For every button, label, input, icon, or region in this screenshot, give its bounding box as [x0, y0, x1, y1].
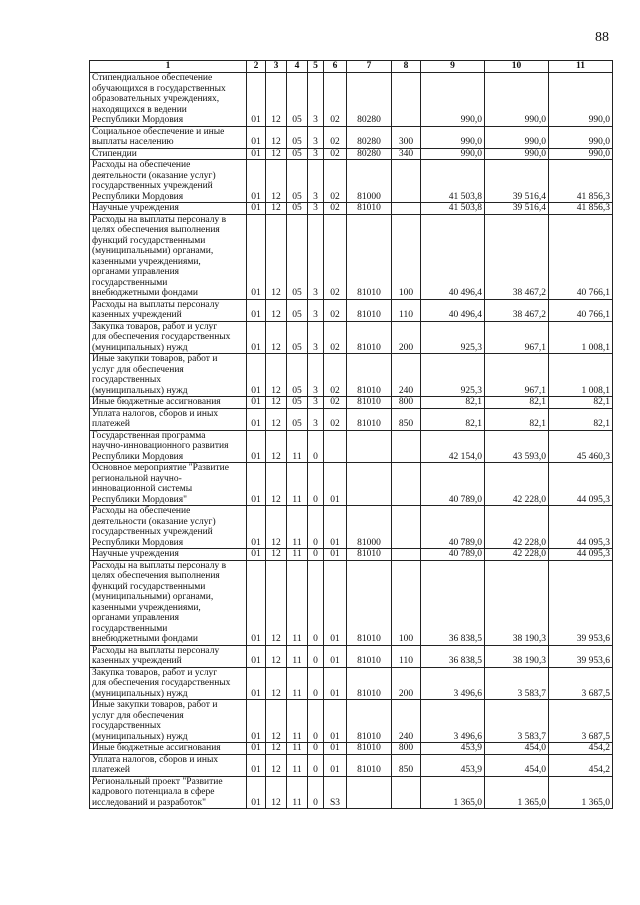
code-col-6: 01 — [324, 754, 347, 776]
code-col-3: 12 — [266, 700, 287, 743]
code-col-4: 05 — [287, 73, 308, 127]
amount-col-10: 1 365,0 — [485, 776, 549, 809]
amount-col-10: 39 516,4 — [485, 160, 549, 203]
code-col-6: 01 — [324, 506, 347, 549]
code-col-6: 02 — [324, 148, 347, 160]
amount-col-10: 38 190,3 — [485, 645, 549, 667]
code-col-2: 01 — [247, 430, 266, 463]
table-row — [90, 667, 613, 700]
item-name: Стипендиальное обеспечение обучающихся в государственных образовательных учреждениях, находящихся в ведении Республики Мордовия — [90, 73, 247, 127]
code-col-5: 3 — [308, 214, 324, 299]
item-name: Расходы на выплаты персоналу казенных учреждений — [90, 299, 247, 321]
column-header: 10 — [485, 61, 549, 73]
code-col-3: 12 — [266, 408, 287, 430]
amount-col-9: 990,0 — [421, 73, 485, 127]
table-row — [90, 506, 613, 549]
code-col-4: 05 — [287, 408, 308, 430]
amount-col-10: 3 583,7 — [485, 667, 549, 700]
amount-col-11: 41 856,3 — [549, 203, 613, 215]
code-col-5: 3 — [308, 73, 324, 127]
amount-col-11: 1 365,0 — [549, 776, 613, 809]
code-col-6: 02 — [324, 214, 347, 299]
code-col-2: 01 — [247, 560, 266, 645]
code-col-8 — [392, 160, 421, 203]
code-col-6: 02 — [324, 408, 347, 430]
page-number: 88 — [595, 30, 609, 45]
code-col-5: 0 — [308, 776, 324, 809]
code-col-5: 0 — [308, 667, 324, 700]
code-col-2: 01 — [247, 354, 266, 397]
amount-col-9: 925,3 — [421, 321, 485, 354]
code-col-5: 0 — [308, 463, 324, 506]
table-row — [90, 700, 613, 743]
code-col-6: 01 — [324, 700, 347, 743]
amount-col-10: 990,0 — [485, 148, 549, 160]
code-col-3: 12 — [266, 645, 287, 667]
code-col-8 — [392, 463, 421, 506]
code-col-6: 02 — [324, 160, 347, 203]
code-col-2: 01 — [247, 506, 266, 549]
code-col-7: 81010 — [347, 645, 392, 667]
code-col-4: 05 — [287, 214, 308, 299]
code-col-3: 12 — [266, 754, 287, 776]
code-col-5: 3 — [308, 321, 324, 354]
table-row — [90, 645, 613, 667]
amount-col-11: 1 008,1 — [549, 354, 613, 397]
code-col-8: 300 — [392, 126, 421, 148]
item-name: Иные бюджетные ассигнования — [90, 743, 247, 755]
column-header: 3 — [266, 61, 287, 73]
code-col-3: 12 — [266, 299, 287, 321]
column-header: 2 — [247, 61, 266, 73]
table-row — [90, 743, 613, 755]
code-col-4: 05 — [287, 299, 308, 321]
code-col-6: S3 — [324, 776, 347, 809]
budget-table — [89, 60, 613, 809]
code-col-6: 01 — [324, 560, 347, 645]
table-row — [90, 408, 613, 430]
code-col-3: 12 — [266, 397, 287, 409]
code-col-7: 81010 — [347, 203, 392, 215]
amount-col-10: 38 467,2 — [485, 214, 549, 299]
code-col-8: 800 — [392, 397, 421, 409]
code-col-8 — [392, 506, 421, 549]
code-col-2: 01 — [247, 299, 266, 321]
code-col-8: 240 — [392, 700, 421, 743]
code-col-7 — [347, 776, 392, 809]
item-name: Стипендии — [90, 148, 247, 160]
code-col-6: 01 — [324, 645, 347, 667]
item-name: Основное мероприятие "Развитие региональной научно- инновационной системы Республики Мордовия" — [90, 463, 247, 506]
item-name: Расходы на выплаты персоналу казенных учреждений — [90, 645, 247, 667]
table-row — [90, 203, 613, 215]
code-col-8: 800 — [392, 743, 421, 755]
amount-col-9: 82,1 — [421, 408, 485, 430]
amount-col-11: 41 856,3 — [549, 160, 613, 203]
code-col-3: 12 — [266, 203, 287, 215]
code-col-5: 0 — [308, 700, 324, 743]
code-col-4: 05 — [287, 148, 308, 160]
amount-col-11: 44 095,3 — [549, 506, 613, 549]
table-row — [90, 549, 613, 561]
amount-col-9: 990,0 — [421, 148, 485, 160]
code-col-7: 81010 — [347, 299, 392, 321]
code-col-6: 02 — [324, 126, 347, 148]
code-col-4: 11 — [287, 645, 308, 667]
code-col-8: 100 — [392, 214, 421, 299]
code-col-6: 02 — [324, 397, 347, 409]
amount-col-11: 454,2 — [549, 743, 613, 755]
code-col-2: 01 — [247, 160, 266, 203]
code-col-4: 05 — [287, 321, 308, 354]
amount-col-9: 40 496,4 — [421, 214, 485, 299]
code-col-6: 01 — [324, 463, 347, 506]
code-col-8 — [392, 73, 421, 127]
amount-col-11: 45 460,3 — [549, 430, 613, 463]
code-col-3: 12 — [266, 667, 287, 700]
code-col-8: 340 — [392, 148, 421, 160]
item-name: Расходы на выплаты персоналу в целях обеспечения выполнения функций государственными (муниципальными) органами, казенными учреждениями, органами управления государственными внебюджетными фондами — [90, 560, 247, 645]
code-col-8: 850 — [392, 408, 421, 430]
code-col-2: 01 — [247, 645, 266, 667]
code-col-3: 12 — [266, 214, 287, 299]
amount-col-10: 82,1 — [485, 397, 549, 409]
code-col-6: 01 — [324, 549, 347, 561]
item-name: Закупка товаров, работ и услуг для обеспечения государственных (муниципальных) нужд — [90, 667, 247, 700]
code-col-8 — [392, 203, 421, 215]
code-col-3: 12 — [266, 354, 287, 397]
code-col-7 — [347, 463, 392, 506]
item-name: Иные бюджетные ассигнования — [90, 397, 247, 409]
code-col-4: 11 — [287, 560, 308, 645]
code-col-3: 12 — [266, 430, 287, 463]
code-col-7: 81010 — [347, 754, 392, 776]
code-col-7: 81000 — [347, 160, 392, 203]
code-col-7: 81010 — [347, 560, 392, 645]
code-col-4: 11 — [287, 700, 308, 743]
code-col-5: 3 — [308, 408, 324, 430]
item-name: Научные учреждения — [90, 203, 247, 215]
amount-col-10: 39 516,4 — [485, 203, 549, 215]
table-row — [90, 397, 613, 409]
table-row — [90, 214, 613, 299]
amount-col-9: 41 503,8 — [421, 160, 485, 203]
code-col-8: 240 — [392, 354, 421, 397]
table-row — [90, 126, 613, 148]
column-header: 9 — [421, 61, 485, 73]
amount-col-9: 42 154,0 — [421, 430, 485, 463]
amount-col-9: 36 838,5 — [421, 560, 485, 645]
code-col-5: 3 — [308, 397, 324, 409]
code-col-8: 100 — [392, 560, 421, 645]
code-col-8: 200 — [392, 667, 421, 700]
code-col-2: 01 — [247, 397, 266, 409]
code-col-7: 81010 — [347, 549, 392, 561]
code-col-5: 0 — [308, 754, 324, 776]
amount-col-11: 454,2 — [549, 754, 613, 776]
code-col-7: 81010 — [347, 321, 392, 354]
code-col-7: 81010 — [347, 397, 392, 409]
code-col-6: 02 — [324, 354, 347, 397]
code-col-7: 81010 — [347, 667, 392, 700]
amount-col-9: 3 496,6 — [421, 700, 485, 743]
code-col-5: 3 — [308, 160, 324, 203]
amount-col-11: 990,0 — [549, 148, 613, 160]
table-row — [90, 299, 613, 321]
amount-col-10: 454,0 — [485, 743, 549, 755]
amount-col-9: 40 496,4 — [421, 299, 485, 321]
column-header: 5 — [308, 61, 324, 73]
amount-col-10: 38 190,3 — [485, 560, 549, 645]
code-col-2: 01 — [247, 148, 266, 160]
amount-col-9: 82,1 — [421, 397, 485, 409]
code-col-5: 0 — [308, 560, 324, 645]
code-col-4: 11 — [287, 430, 308, 463]
table-row — [90, 160, 613, 203]
amount-col-11: 3 687,5 — [549, 667, 613, 700]
amount-col-11: 44 095,3 — [549, 549, 613, 561]
amount-col-11: 3 687,5 — [549, 700, 613, 743]
item-name: Расходы на обеспечение деятельности (оказание услуг) государственных учреждений Республики Мордовия — [90, 160, 247, 203]
amount-col-10: 3 583,7 — [485, 700, 549, 743]
amount-col-10: 38 467,2 — [485, 299, 549, 321]
table-row — [90, 321, 613, 354]
table-row — [90, 430, 613, 463]
amount-col-9: 3 496,6 — [421, 667, 485, 700]
column-header: 7 — [347, 61, 392, 73]
code-col-8: 110 — [392, 299, 421, 321]
code-col-4: 11 — [287, 549, 308, 561]
item-name: Региональный проект "Развитие кадрового потенциала в сфере исследований и разработок" — [90, 776, 247, 809]
code-col-8: 110 — [392, 645, 421, 667]
code-col-6: 02 — [324, 203, 347, 215]
amount-col-10: 42 228,0 — [485, 506, 549, 549]
code-col-5: 0 — [308, 743, 324, 755]
code-col-6: 02 — [324, 299, 347, 321]
code-col-5: 3 — [308, 354, 324, 397]
amount-col-11: 39 953,6 — [549, 645, 613, 667]
column-header: 1 — [90, 61, 247, 73]
code-col-8: 850 — [392, 754, 421, 776]
code-col-3: 12 — [266, 560, 287, 645]
code-col-6: 02 — [324, 321, 347, 354]
table-row — [90, 463, 613, 506]
table-row — [90, 73, 613, 127]
code-col-4: 11 — [287, 754, 308, 776]
code-col-3: 12 — [266, 506, 287, 549]
item-name: Уплата налогов, сборов и иных платежей — [90, 754, 247, 776]
column-header: 8 — [392, 61, 421, 73]
column-header: 6 — [324, 61, 347, 73]
amount-col-9: 40 789,0 — [421, 463, 485, 506]
amount-col-9: 925,3 — [421, 354, 485, 397]
code-col-3: 12 — [266, 321, 287, 354]
code-col-8 — [392, 430, 421, 463]
amount-col-11: 1 008,1 — [549, 321, 613, 354]
amount-col-10: 967,1 — [485, 354, 549, 397]
code-col-2: 01 — [247, 667, 266, 700]
code-col-3: 12 — [266, 549, 287, 561]
code-col-7: 80280 — [347, 73, 392, 127]
item-name: Государственная программа научно-инновационного развития Республики Мордовия — [90, 430, 247, 463]
column-header-row — [90, 61, 613, 73]
amount-col-10: 42 228,0 — [485, 549, 549, 561]
code-col-5: 3 — [308, 203, 324, 215]
amount-col-9: 36 838,5 — [421, 645, 485, 667]
amount-col-10: 990,0 — [485, 126, 549, 148]
code-col-5: 3 — [308, 126, 324, 148]
code-col-2: 01 — [247, 203, 266, 215]
code-col-4: 11 — [287, 743, 308, 755]
amount-col-11: 40 766,1 — [549, 214, 613, 299]
amount-col-11: 39 953,6 — [549, 560, 613, 645]
code-col-7: 81010 — [347, 408, 392, 430]
code-col-3: 12 — [266, 463, 287, 506]
code-col-3: 12 — [266, 126, 287, 148]
code-col-8: 200 — [392, 321, 421, 354]
code-col-7: 81010 — [347, 214, 392, 299]
code-col-2: 01 — [247, 549, 266, 561]
amount-col-9: 1 365,0 — [421, 776, 485, 809]
code-col-7: 80280 — [347, 126, 392, 148]
item-name: Расходы на выплаты персоналу в целях обеспечения выполнения функций государственными (муниципальными) органами, казенными учреждениями, органами управления государственными внебюджетными фондами — [90, 214, 247, 299]
amount-col-9: 40 789,0 — [421, 506, 485, 549]
column-header: 4 — [287, 61, 308, 73]
code-col-3: 12 — [266, 776, 287, 809]
table-row — [90, 754, 613, 776]
code-col-2: 01 — [247, 743, 266, 755]
amount-col-9: 453,9 — [421, 743, 485, 755]
table-row — [90, 776, 613, 809]
amount-col-11: 82,1 — [549, 397, 613, 409]
code-col-4: 05 — [287, 126, 308, 148]
code-col-4: 11 — [287, 667, 308, 700]
amount-col-10: 990,0 — [485, 73, 549, 127]
amount-col-10: 967,1 — [485, 321, 549, 354]
code-col-8 — [392, 776, 421, 809]
amount-col-11: 990,0 — [549, 73, 613, 127]
code-col-4: 05 — [287, 354, 308, 397]
item-name: Социальное обеспечение и иные выплаты населению — [90, 126, 247, 148]
item-name: Уплата налогов, сборов и иных платежей — [90, 408, 247, 430]
code-col-2: 01 — [247, 754, 266, 776]
code-col-2: 01 — [247, 776, 266, 809]
code-col-7: 80280 — [347, 148, 392, 160]
item-name: Иные закупки товаров, работ и услуг для обеспечения государственных (муниципальных) нужд — [90, 354, 247, 397]
code-col-4: 11 — [287, 463, 308, 506]
amount-col-10: 454,0 — [485, 754, 549, 776]
code-col-2: 01 — [247, 700, 266, 743]
code-col-3: 12 — [266, 160, 287, 203]
code-col-7: 81010 — [347, 354, 392, 397]
code-col-5: 0 — [308, 549, 324, 561]
amount-col-9: 453,9 — [421, 754, 485, 776]
code-col-4: 11 — [287, 776, 308, 809]
code-col-2: 01 — [247, 73, 266, 127]
amount-col-10: 43 593,0 — [485, 430, 549, 463]
amount-col-9: 40 789,0 — [421, 549, 485, 561]
code-col-2: 01 — [247, 463, 266, 506]
code-col-3: 12 — [266, 73, 287, 127]
code-col-3: 12 — [266, 148, 287, 160]
code-col-4: 05 — [287, 397, 308, 409]
code-col-2: 01 — [247, 126, 266, 148]
code-col-6: 01 — [324, 667, 347, 700]
code-col-5: 3 — [308, 299, 324, 321]
table-row — [90, 148, 613, 160]
amount-col-9: 41 503,8 — [421, 203, 485, 215]
code-col-5: 0 — [308, 645, 324, 667]
code-col-5: 3 — [308, 148, 324, 160]
code-col-3: 12 — [266, 743, 287, 755]
code-col-4: 05 — [287, 160, 308, 203]
code-col-4: 11 — [287, 506, 308, 549]
item-name: Иные закупки товаров, работ и услуг для обеспечения государственных (муниципальных) нужд — [90, 700, 247, 743]
column-header: 11 — [549, 61, 613, 73]
amount-col-11: 82,1 — [549, 408, 613, 430]
code-col-5: 0 — [308, 506, 324, 549]
budget-table-body — [90, 73, 613, 809]
code-col-7: 81010 — [347, 700, 392, 743]
code-col-7: 81010 — [347, 743, 392, 755]
code-col-5: 0 — [308, 430, 324, 463]
code-col-2: 01 — [247, 214, 266, 299]
table-row — [90, 560, 613, 645]
amount-col-11: 40 766,1 — [549, 299, 613, 321]
code-col-6 — [324, 430, 347, 463]
amount-col-11: 990,0 — [549, 126, 613, 148]
amount-col-11: 44 095,3 — [549, 463, 613, 506]
code-col-8 — [392, 549, 421, 561]
table-row — [90, 354, 613, 397]
item-name: Расходы на обеспечение деятельности (оказание услуг) государственных учреждений Республики Мордовия — [90, 506, 247, 549]
item-name: Научные учреждения — [90, 549, 247, 561]
amount-col-10: 42 228,0 — [485, 463, 549, 506]
code-col-6: 02 — [324, 73, 347, 127]
code-col-6: 01 — [324, 743, 347, 755]
code-col-2: 01 — [247, 321, 266, 354]
item-name: Закупка товаров, работ и услуг для обеспечения государственных (муниципальных) нужд — [90, 321, 247, 354]
code-col-4: 05 — [287, 203, 308, 215]
code-col-7: 81000 — [347, 506, 392, 549]
code-col-2: 01 — [247, 408, 266, 430]
amount-col-9: 990,0 — [421, 126, 485, 148]
code-col-7 — [347, 430, 392, 463]
amount-col-10: 82,1 — [485, 408, 549, 430]
